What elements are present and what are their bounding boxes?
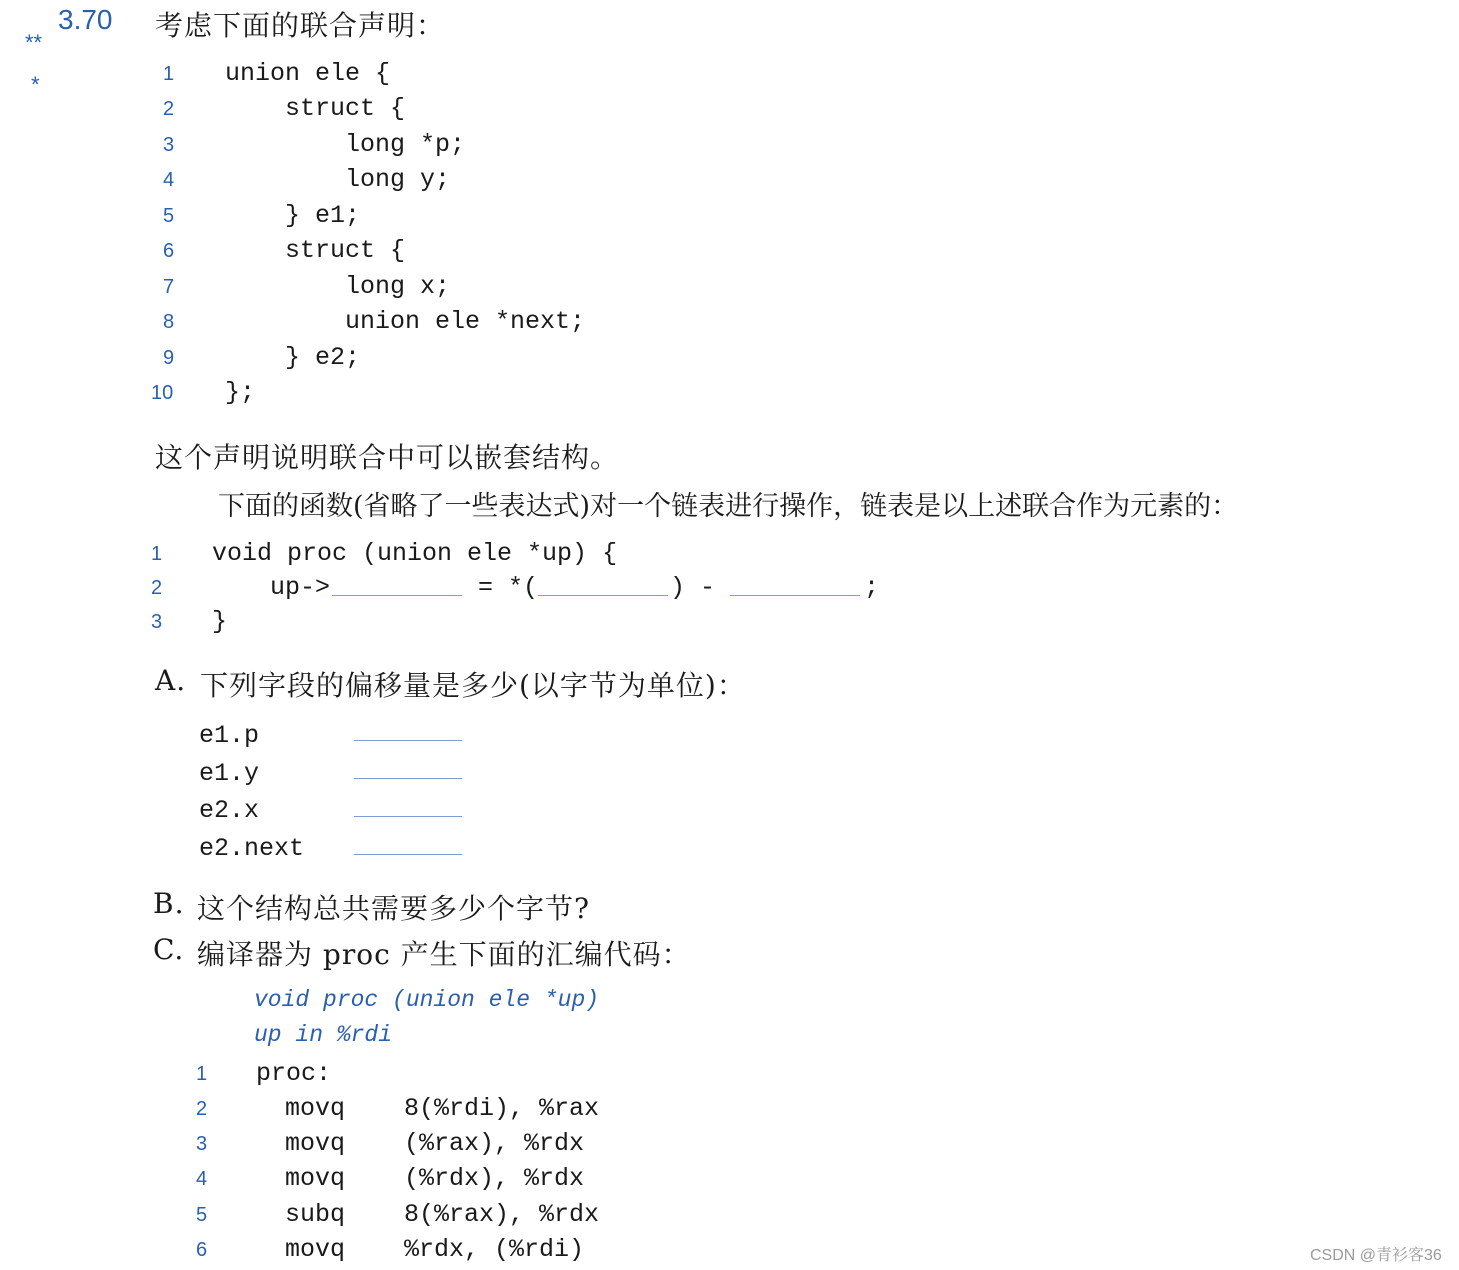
code-line: struct {: [225, 94, 406, 123]
watermark: CSDN @青衫客36: [1310, 1247, 1442, 1264]
answer-blank[interactable]: [730, 595, 860, 596]
asm-op: movq: [285, 1094, 346, 1123]
line-number: 2: [196, 1098, 208, 1120]
function-intro: 下面的函数(省略了一些表达式)对一个链表进行操作，链表是以上述联合作为元素的：: [218, 491, 1239, 522]
code-line-minus: -: [700, 573, 716, 602]
question-b-text: 这个结构总共需要多少个字节?: [197, 892, 591, 925]
code-line: }: [212, 607, 228, 636]
answer-blank[interactable]: [354, 816, 462, 817]
code-line: union ele *next;: [225, 307, 586, 336]
line-number: 5: [163, 205, 175, 227]
code-line-eq: = *(: [478, 573, 539, 602]
asm-comment: void proc (union ele *up): [254, 987, 600, 1013]
line-number: 1: [196, 1063, 208, 1085]
question-b-label: B.: [153, 887, 185, 920]
code-line: long x;: [225, 272, 451, 301]
line-number: 6: [196, 1239, 208, 1261]
line-number: 7: [163, 276, 175, 298]
problem-number: 3.70: [58, 4, 113, 35]
code-line: long *p;: [225, 130, 466, 159]
asm-args: (%rax), %rdx: [404, 1129, 585, 1158]
line-number: 4: [196, 1168, 208, 1190]
code-line-prefix: up->: [270, 573, 331, 602]
asm-op: movq: [285, 1129, 346, 1158]
line-number: 9: [163, 347, 175, 369]
code-line: void proc (union ele *up) {: [212, 539, 618, 568]
problem-intro: 考虑下面的联合声明：: [155, 9, 446, 42]
answer-blank[interactable]: [354, 740, 462, 741]
question-c-label: C.: [153, 933, 185, 966]
line-number: 1: [151, 543, 163, 565]
code-line: } e1;: [225, 201, 361, 230]
answer-blank[interactable]: [354, 778, 462, 779]
asm-args: 8(%rdi), %rax: [404, 1094, 600, 1123]
asm-op: movq: [285, 1164, 346, 1193]
code-line: } e2;: [225, 343, 361, 372]
asm-op: subq: [285, 1200, 346, 1229]
line-number: 5: [196, 1204, 208, 1226]
code-line: union ele {: [225, 59, 391, 88]
code-line-paren: ): [670, 573, 686, 602]
question-a-label: A.: [155, 664, 187, 697]
code-line: };: [225, 378, 256, 407]
asm-args: (%rdx), %rdx: [404, 1164, 585, 1193]
difficulty-stars-top: **: [25, 30, 43, 55]
line-number: 3: [196, 1133, 208, 1155]
question-c-text: 编译器为 proc 产生下面的汇编代码：: [197, 938, 691, 971]
asm-op: movq: [285, 1235, 346, 1264]
line-number: 4: [163, 169, 175, 191]
line-number: 2: [151, 577, 163, 599]
asm-comment: up in %rdi: [254, 1022, 393, 1048]
line-number: 10: [151, 382, 174, 404]
line-number: 6: [163, 240, 175, 262]
answer-blank[interactable]: [354, 854, 462, 855]
field-name: e1.y: [199, 759, 260, 788]
code-line-semicolon: ;: [864, 573, 880, 602]
field-name: e2.x: [199, 796, 260, 825]
line-number: 8: [163, 311, 175, 333]
line-number: 1: [163, 63, 175, 85]
answer-blank[interactable]: [538, 595, 668, 596]
code-line: long y;: [225, 165, 451, 194]
code-line: struct {: [225, 236, 406, 265]
line-number: 3: [163, 134, 175, 156]
asm-label: proc:: [256, 1059, 332, 1088]
asm-args: 8(%rax), %rdx: [404, 1200, 600, 1229]
difficulty-stars-bottom: *: [31, 72, 40, 97]
nested-note: 这个声明说明联合中可以嵌套结构。: [155, 441, 620, 474]
question-a-text: 下列字段的偏移量是多少(以字节为单位)：: [200, 669, 746, 702]
difficulty-stars: [25, 8, 42, 106]
line-number: 2: [163, 98, 175, 120]
answer-blank[interactable]: [332, 595, 462, 596]
line-number: 3: [151, 611, 163, 633]
asm-args: %rdx, (%rdi): [404, 1235, 585, 1264]
field-name: e2.next: [199, 834, 305, 863]
field-name: e1.p: [199, 721, 260, 750]
